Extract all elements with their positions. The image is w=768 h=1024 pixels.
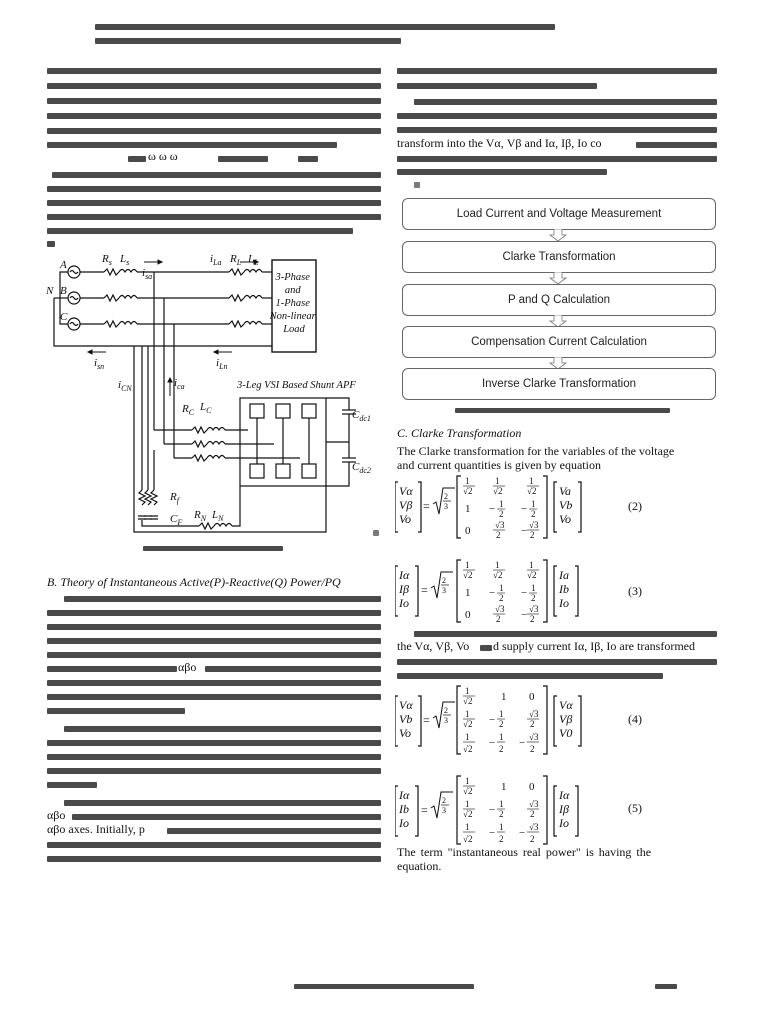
svg-text:√3: √3 [495, 604, 505, 614]
svg-text:1: 1 [495, 476, 500, 486]
svg-text:Vo: Vo [559, 512, 571, 526]
text-line [397, 659, 717, 665]
rn-label: $R_N$ [194, 509, 207, 523]
svg-text:−: − [489, 804, 496, 816]
eq4-number: (4) [628, 712, 642, 726]
svg-text:√2: √2 [463, 486, 473, 496]
svg-text:−: − [489, 737, 496, 749]
text-line [47, 694, 381, 700]
section-b-heading: B. Theory of Instantaneous Active(P)-Reactive(Q) Power/PQ [47, 575, 341, 589]
svg-text:2: 2 [531, 509, 536, 519]
svg-text:−: − [521, 525, 528, 537]
text-line [47, 856, 381, 862]
text-line [397, 156, 717, 162]
formula-blur [128, 156, 146, 162]
header-line-1 [95, 24, 555, 30]
text-line [47, 200, 381, 206]
svg-text:1: 1 [465, 560, 470, 570]
svg-text:2: 2 [499, 593, 504, 603]
text-line [47, 768, 381, 774]
text-line [47, 142, 337, 148]
text-line [167, 828, 381, 834]
svg-text:3: 3 [442, 586, 446, 595]
text-line [373, 530, 379, 536]
svg-text:2: 2 [530, 530, 535, 540]
text-line [47, 638, 381, 644]
text-line [47, 186, 381, 192]
svg-text:Vβ: Vβ [559, 712, 573, 726]
text-line [414, 99, 717, 105]
text-line [47, 128, 381, 134]
svg-text:3: 3 [444, 716, 448, 725]
formula-blur [298, 156, 318, 162]
svg-text:2: 2 [530, 809, 535, 819]
svg-text:1: 1 [465, 799, 470, 809]
svg-text:2: 2 [530, 834, 535, 844]
rl-label: $R_L$ [230, 253, 242, 267]
svg-text:2: 2 [499, 719, 504, 729]
eq2-number: (2) [628, 499, 642, 513]
svg-text:√2: √2 [463, 696, 473, 706]
section-c-para-2: and current quantities is given by equation [397, 458, 601, 472]
svg-text:2: 2 [530, 614, 535, 624]
apf-label: 3-Leg VSI Based Shunt APF [237, 380, 356, 391]
svg-text:Va: Va [559, 484, 571, 498]
cf-label: $C_F$ [170, 513, 183, 527]
svg-text:=: = [423, 713, 430, 727]
svg-text:1: 1 [501, 781, 507, 793]
iln-label: $i_{Ln}$ [216, 357, 228, 371]
text-line [47, 652, 381, 658]
cdc1-label: $C_{dc1}$ [352, 409, 371, 423]
svg-text:Io: Io [399, 596, 409, 610]
inverse-line-a: the Vα, Vβ, Vo [397, 639, 470, 653]
text-line [64, 726, 381, 732]
text-line [47, 842, 381, 848]
svg-text:1: 1 [465, 776, 470, 786]
svg-text:√2: √2 [463, 744, 473, 754]
svg-text:−: − [489, 503, 496, 515]
text-line [47, 83, 381, 89]
svg-text:√3: √3 [529, 732, 539, 742]
text-line [414, 631, 717, 637]
svg-text:1: 1 [501, 691, 507, 703]
rc-label: $R_C$ [182, 403, 195, 417]
text-line [47, 754, 381, 760]
svg-text:√3: √3 [529, 520, 539, 530]
svg-text:2: 2 [442, 796, 446, 805]
svg-text:1: 1 [531, 583, 536, 593]
svg-text:2: 2 [499, 809, 504, 819]
svg-text:1: 1 [465, 822, 470, 832]
text-line [47, 782, 97, 788]
svg-text:−: − [521, 587, 528, 599]
header-line-2 [95, 38, 401, 44]
svg-text:√3: √3 [529, 822, 539, 832]
text-line [72, 814, 381, 820]
svg-text:2: 2 [442, 576, 446, 585]
clarke-matrix-eq3 [395, 558, 595, 624]
text-line [47, 113, 381, 119]
svg-text:√2: √2 [463, 570, 473, 580]
svg-text:Vb: Vb [559, 498, 573, 512]
svg-text:1: 1 [465, 686, 470, 696]
text-line [47, 666, 177, 672]
icn-label: $i_{CN}$ [118, 379, 132, 393]
text-line [205, 666, 381, 672]
svg-text:Vo: Vo [399, 726, 411, 740]
svg-text:1: 1 [529, 560, 534, 570]
section-c-heading: C. Clarke Transformation [397, 426, 522, 440]
svg-text:−: − [489, 827, 496, 839]
svg-text:Iα: Iα [559, 788, 570, 802]
svg-text:1: 1 [465, 503, 471, 515]
svg-text:=: = [421, 803, 428, 817]
neutral-label: N [46, 285, 54, 297]
text-line [47, 708, 185, 714]
svg-text:1: 1 [499, 499, 504, 509]
svg-text:−: − [489, 714, 496, 726]
svg-text:√3: √3 [529, 709, 539, 719]
svg-text:√3: √3 [495, 520, 505, 530]
svg-text:Iα: Iα [399, 788, 410, 802]
flow-step-inverse-clarke: Inverse Clarke Transformation [402, 368, 716, 400]
eq5-number: (5) [628, 801, 642, 815]
svg-text:√2: √2 [527, 570, 537, 580]
text-line [397, 113, 717, 119]
svg-text:1: 1 [531, 499, 536, 509]
svg-text:−: − [519, 737, 526, 749]
svg-text:−: − [519, 827, 526, 839]
svg-text:1: 1 [499, 822, 504, 832]
svg-text:√2: √2 [463, 834, 473, 844]
flow-step-pq: P and Q Calculation [402, 284, 716, 316]
svg-text:1: 1 [529, 476, 534, 486]
rs-label: $R_s$ [102, 253, 112, 267]
text-line [64, 800, 381, 806]
svg-text:2: 2 [496, 614, 501, 624]
text-line [47, 680, 381, 686]
svg-text:2: 2 [444, 492, 448, 501]
svg-text:√2: √2 [527, 486, 537, 496]
text-line [397, 673, 663, 679]
cdc2-label: $C_{dc2}$ [352, 461, 371, 475]
svg-text:−: − [521, 503, 528, 515]
svg-text:3: 3 [444, 502, 448, 511]
phase-b-label: B [60, 285, 67, 297]
svg-text:√2: √2 [463, 786, 473, 796]
svg-text:1: 1 [495, 560, 500, 570]
svg-text:2: 2 [530, 719, 535, 729]
alpha-beta-line: αβo [47, 808, 66, 822]
svg-text:√3: √3 [529, 604, 539, 614]
svg-text:√2: √2 [463, 809, 473, 819]
text-line [47, 241, 55, 247]
svg-text:=: = [423, 499, 430, 513]
phase-c-label: C [60, 311, 68, 323]
svg-text:Iβ: Iβ [559, 802, 569, 816]
svg-text:√2: √2 [463, 719, 473, 729]
alpha-beta-fragment: αβo [178, 660, 197, 674]
svg-text:Iα: Iα [399, 568, 410, 582]
transform-line: transform into the Vα, Vβ and Iα, Iβ, Io co [397, 136, 602, 150]
text-line [480, 645, 492, 651]
rf-label: $R_f$ [170, 491, 179, 505]
svg-text:2: 2 [444, 706, 448, 715]
isn-label: $i_{sn}$ [94, 357, 105, 371]
svg-text:1: 1 [465, 732, 470, 742]
svg-text:Vα: Vα [399, 698, 413, 712]
svg-text:Vo: Vo [399, 512, 411, 526]
text-line [397, 68, 717, 74]
svg-text:0: 0 [529, 691, 535, 703]
section-c-para-1: The Clarke transformation for the variables of the voltage [397, 444, 675, 458]
shunt-apf-circuit-diagram [44, 250, 374, 542]
svg-text:1: 1 [499, 799, 504, 809]
text-line [52, 172, 381, 178]
svg-text:Io: Io [399, 816, 409, 830]
clarke-matrix-eq2 [395, 474, 595, 540]
svg-text:V0: V0 [559, 726, 573, 740]
svg-text:Io: Io [559, 596, 569, 610]
lc-label: $L_C$ [200, 401, 212, 415]
svg-text:Ia: Ia [559, 568, 569, 582]
svg-text:2: 2 [499, 744, 504, 754]
svg-text:0: 0 [465, 609, 471, 621]
svg-text:Vb: Vb [399, 712, 413, 726]
phase-a-label: A [60, 259, 67, 271]
svg-text:2: 2 [530, 744, 535, 754]
svg-text:2: 2 [496, 530, 501, 540]
footer-right [655, 984, 677, 989]
text-line [414, 182, 420, 188]
svg-text:Vα: Vα [399, 484, 413, 498]
closing-line-1: The term "instantaneous real power" is having the [397, 845, 652, 859]
svg-text:Vβ: Vβ [399, 498, 413, 512]
isa-label: $i_{sa}$ [142, 267, 153, 281]
svg-text:√3: √3 [529, 799, 539, 809]
svg-text:√2: √2 [493, 570, 503, 580]
ll-label: $L_L$ [248, 253, 259, 267]
text-line [47, 98, 381, 104]
svg-text:2: 2 [499, 834, 504, 844]
eq3-number: (3) [628, 584, 642, 598]
text-line [636, 142, 717, 148]
svg-text:2: 2 [531, 593, 536, 603]
formula-fragment: ω ω ω [148, 149, 178, 163]
svg-text:0: 0 [465, 525, 471, 537]
text-line [64, 596, 381, 602]
svg-text:1: 1 [499, 583, 504, 593]
ls-label: $L_s$ [120, 253, 130, 267]
svg-text:1: 1 [499, 709, 504, 719]
text-line [47, 228, 353, 234]
text-line [47, 624, 381, 630]
svg-text:Io: Io [559, 816, 569, 830]
formula-blur [218, 156, 268, 162]
flow-step-clarke: Clarke Transformation [402, 241, 716, 273]
inverse-clarke-matrix-eq4 [395, 684, 595, 756]
inverse-line-b: d supply current Iα, Iβ, Io are transformed [493, 639, 695, 653]
flow-step-measurement: Load Current and Voltage Measurement [402, 198, 716, 230]
ln-label: $L_N$ [212, 509, 224, 523]
text-line [47, 214, 381, 220]
svg-text:1: 1 [465, 709, 470, 719]
inverse-clarke-matrix-eq5 [395, 774, 595, 846]
text-line [47, 68, 381, 74]
svg-text:Iβ: Iβ [399, 582, 409, 596]
svg-text:1: 1 [499, 732, 504, 742]
svg-text:0: 0 [529, 781, 535, 793]
svg-text:2: 2 [499, 509, 504, 519]
svg-text:−: − [489, 587, 496, 599]
svg-text:−: − [521, 609, 528, 621]
ica-label: $i_{ca}$ [174, 377, 185, 391]
flow-step-compensation: Compensation Current Calculation [402, 326, 716, 358]
svg-text:1: 1 [465, 476, 470, 486]
svg-text:1: 1 [465, 587, 471, 599]
text-line [397, 83, 597, 89]
text-line [397, 127, 717, 133]
svg-text:√2: √2 [493, 486, 503, 496]
text-line [47, 610, 381, 616]
svg-text:Ib: Ib [559, 582, 569, 596]
alpha-beta-axes: αβo axes. Initially, p [47, 822, 145, 836]
svg-text:Vα: Vα [559, 698, 573, 712]
figure-caption-right [455, 408, 670, 413]
svg-text:Ib: Ib [399, 802, 409, 816]
svg-text:3: 3 [442, 806, 446, 815]
text-line [47, 740, 381, 746]
closing-line-2: equation. [397, 859, 442, 873]
load-box-label: 3-Phase and 1-Phase Non-linear Load [269, 272, 316, 335]
text-line [397, 169, 607, 175]
svg-text:=: = [421, 583, 428, 597]
footer-left [294, 984, 474, 989]
figure-caption-left [143, 546, 283, 551]
ila-label: $i_{La}$ [210, 253, 222, 267]
